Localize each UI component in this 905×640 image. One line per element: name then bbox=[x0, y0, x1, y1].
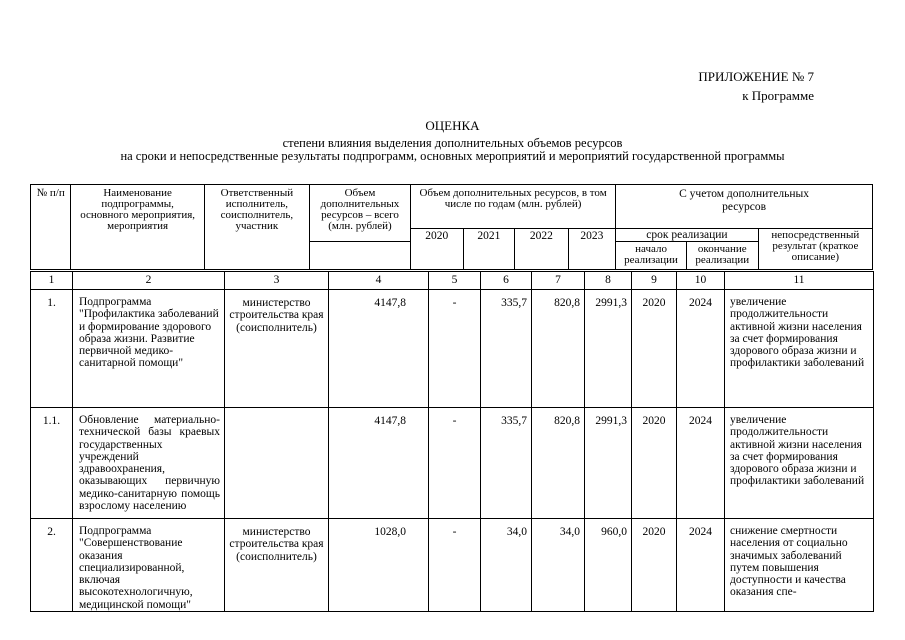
row-2023: 2991,3 bbox=[585, 290, 632, 408]
table-header bbox=[30, 184, 873, 270]
row-result: увеличение продолжительности активной жизни населения за счет формирования здорового образа жизни и профилактики заболеваний bbox=[725, 290, 874, 408]
appendix-title: ПРИЛОЖЕНИЕ № 7 bbox=[698, 69, 814, 84]
row-2020: - bbox=[429, 290, 481, 408]
column-number: 8 bbox=[585, 272, 632, 290]
row-total: 1028,0 bbox=[329, 519, 429, 612]
row-name: Подпрограмма "Совершенствование оказания специализированной, включая высокотехнологичную, медицинской помощи" bbox=[73, 519, 225, 612]
table-row bbox=[31, 519, 874, 612]
header-volume-by-year: Объем дополнительных ресурсов, в том числе по годам (млн. рублей) bbox=[411, 185, 616, 229]
row-responsible bbox=[225, 408, 329, 519]
column-numbers-row bbox=[31, 272, 874, 290]
header-no: № п/п bbox=[31, 185, 71, 270]
row-no: 1.1. bbox=[31, 408, 73, 519]
row-start: 2020 bbox=[632, 519, 677, 612]
column-number: 5 bbox=[429, 272, 481, 290]
row-2020: - bbox=[429, 408, 481, 519]
header-with-resources: С учетом дополнительных ресурсов bbox=[616, 185, 873, 229]
row-result: увеличение продолжительности активной жизни населения за счет формирования здорового образа жизни и профилактики заболеваний bbox=[725, 408, 874, 519]
document-subtitle bbox=[0, 137, 905, 163]
subtitle-line-2: на сроки и непосредственные результаты подпрограмм, основных мероприятий и мероприятий государственной программы bbox=[120, 149, 785, 163]
row-result: снижение смертности населения от социально значимых заболеваний путем повышения доступности и качества оказания спе- bbox=[725, 519, 874, 612]
row-2021: 335,7 bbox=[481, 290, 532, 408]
header-year-2022: 2022 bbox=[515, 229, 569, 270]
row-2022: 820,8 bbox=[532, 290, 585, 408]
row-no: 1. bbox=[31, 290, 73, 408]
appendix-label bbox=[698, 67, 814, 105]
table-row bbox=[31, 290, 874, 408]
header-year-2021: 2021 bbox=[463, 229, 515, 270]
row-2023: 2991,3 bbox=[585, 408, 632, 519]
header-result: непосредственный результат (краткое описание) bbox=[758, 229, 872, 270]
column-number: 4 bbox=[329, 272, 429, 290]
table-row bbox=[31, 408, 874, 519]
row-name: Обновление материально-технической базы краевых государственных учреждений здравоохранения, оказывающих первичную медико-санитарную помощь взрослому населению bbox=[73, 408, 225, 519]
column-number: 9 bbox=[632, 272, 677, 290]
column-number: 7 bbox=[532, 272, 585, 290]
row-2023: 960,0 bbox=[585, 519, 632, 612]
column-number: 3 bbox=[225, 272, 329, 290]
row-name: Подпрограмма "Профилактика заболеваний и формирование здорового образа жизни. Развитие первичной медико-санитарной помощи" bbox=[73, 290, 225, 408]
row-end: 2024 bbox=[677, 519, 725, 612]
row-2020: - bbox=[429, 519, 481, 612]
header-end: окончание реализации bbox=[686, 242, 758, 270]
row-2022: 820,8 bbox=[532, 408, 585, 519]
row-2022: 34,0 bbox=[532, 519, 585, 612]
row-total: 4147,8 bbox=[329, 408, 429, 519]
header-volume-total: Объем дополнительных ресурсов – всего (млн. рублей) bbox=[309, 185, 410, 242]
row-end: 2024 bbox=[677, 290, 725, 408]
appendix-subtitle: к Программе bbox=[742, 88, 814, 103]
row-responsible: министерство строительства края (соисполнитель) bbox=[225, 519, 329, 612]
header-year-2023: 2023 bbox=[568, 229, 616, 270]
row-end: 2024 bbox=[677, 408, 725, 519]
row-2021: 335,7 bbox=[481, 408, 532, 519]
data-table bbox=[30, 271, 874, 612]
row-total: 4147,8 bbox=[329, 290, 429, 408]
column-number: 1 bbox=[31, 272, 73, 290]
row-start: 2020 bbox=[632, 290, 677, 408]
column-number: 10 bbox=[677, 272, 725, 290]
row-start: 2020 bbox=[632, 408, 677, 519]
column-number: 2 bbox=[73, 272, 225, 290]
row-2021: 34,0 bbox=[481, 519, 532, 612]
header-year-2020: 2020 bbox=[411, 229, 464, 270]
row-no: 2. bbox=[31, 519, 73, 612]
header-name: Наименование подпрограммы, основного мероприятия, мероприятия bbox=[71, 185, 204, 270]
header-start: начало реализации bbox=[616, 242, 687, 270]
header-term: срок реализации bbox=[616, 229, 759, 242]
column-number: 6 bbox=[481, 272, 532, 290]
document-title: ОЦЕНКА bbox=[425, 118, 480, 133]
subtitle-line-1: степени влияния выделения дополнительных объемов ресурсов bbox=[282, 136, 623, 150]
column-number: 11 bbox=[725, 272, 874, 290]
header-responsible: Ответственный исполнитель, соисполнитель, участник bbox=[204, 185, 309, 270]
row-responsible: министерство строительства края (соисполнитель) bbox=[225, 290, 329, 408]
